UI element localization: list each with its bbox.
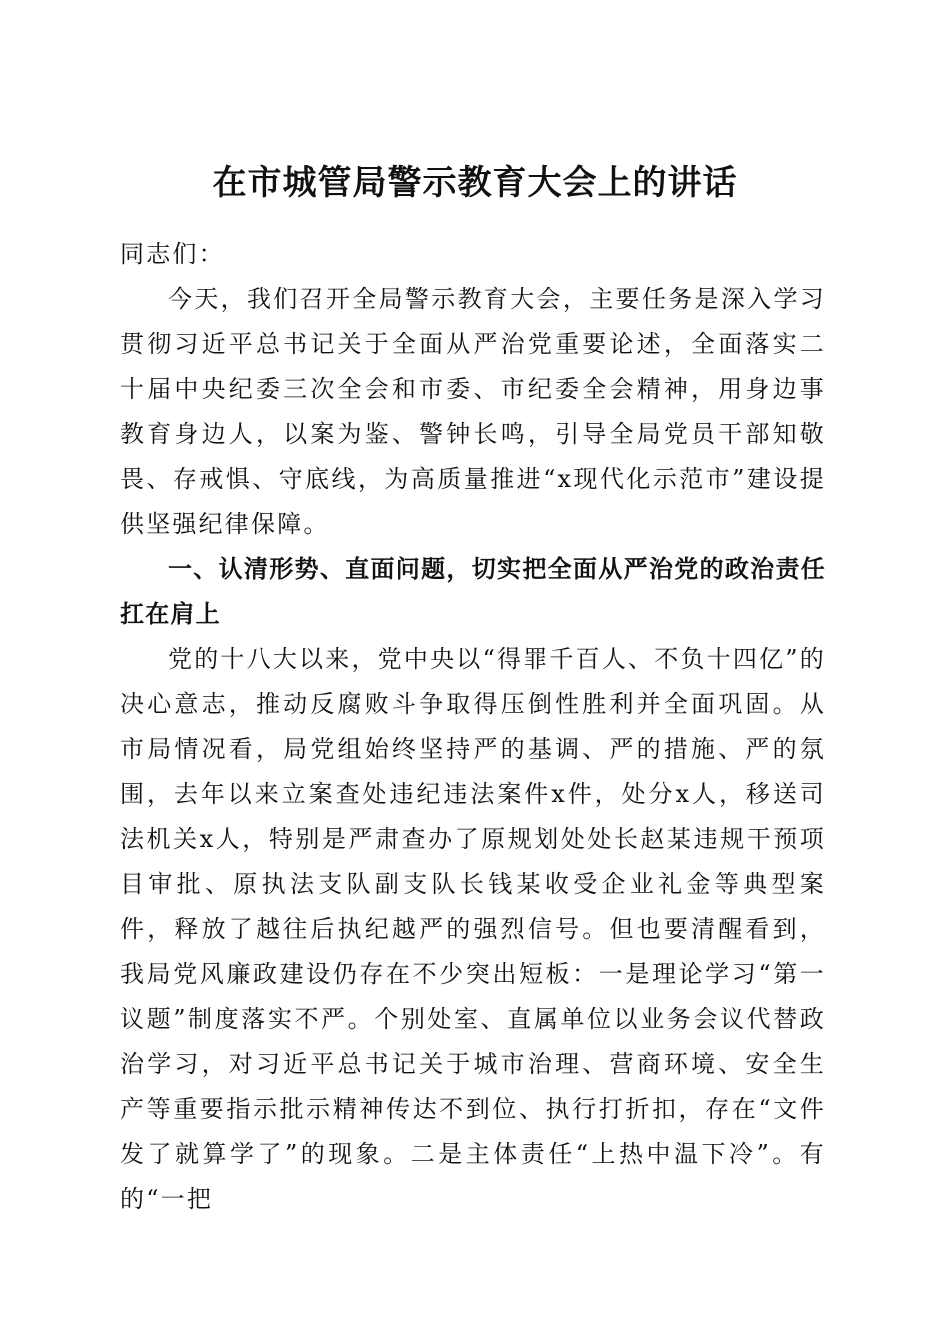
page-title: 在市城管局警示教育大会上的讲话 bbox=[212, 162, 738, 203]
section-1-paragraph: 党的十八大以来，党中央以“得罪千百人、不负十四亿”的决心意志，推动反腐败斗争取得压倒性胜利并全面巩固。从市局情况看，局党组始终坚持严的基调、严的措施、严的氛围，去年以来立案查处违纪违法案件x件，处分x人，移送司法机关x人，特别是严肃查办了原规划处处长赵某违规干预项目审批、原执法支队副支队长钱某收受企业礼金等典型案件，释放了越往后执纪越严的强烈信号。但也要清醒看到，我局党风廉政建设仍存在不少突出短板：一是理论学习“第一议题”制度落实不严。个别处室、直属单位以业务会议代替政治学习，对习近平总书记关于城市治理、营商环境、安全生产等重要指示批示精神传达不到位、执行打折扣，存在“文件发了就算学了”的现象。二是主体责任“上热中温下冷”。有的“一把 bbox=[120, 645, 826, 1213]
document-body bbox=[120, 232, 826, 1222]
section-heading-1: 一、认清形势、直面问题，切实把全面从严治党的政治责任扛在肩上 bbox=[120, 555, 826, 628]
intro-paragraph: 今天，我们召开全局警示教育大会，主要任务是深入学习贯彻习近平总书记关于全面从严治党重要论述，全面落实二十届中央纪委三次全会和市委、市纪委全会精神，用身边事教育身边人，以案为鉴、警钟长鸣，引导全局党员干部知敬畏、存戒惧、守底线，为高质量推进“x现代化示范市”建设提供坚强纪律保障。 bbox=[120, 285, 826, 538]
salutation: 同志们： bbox=[120, 240, 225, 268]
